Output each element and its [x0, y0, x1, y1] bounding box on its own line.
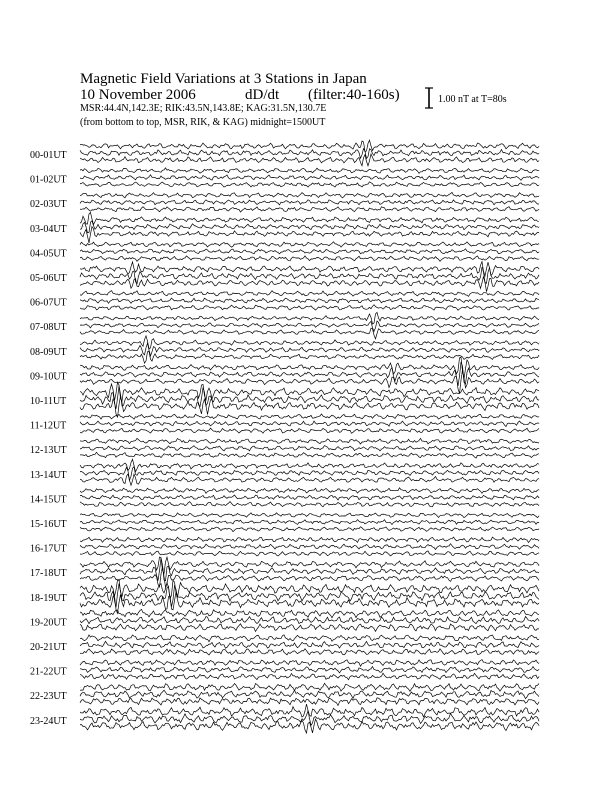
row-label: 05-06UT [30, 273, 67, 284]
trace-kag [80, 291, 539, 297]
trace-rik [80, 617, 539, 624]
trace-msr [80, 474, 539, 485]
row-label: 03-04UT [30, 223, 67, 235]
station-coords: MSR:44.4N,142.3E; RIK:43.5N,143.8E; KAG:31.5N,130.7E [80, 103, 327, 114]
trace-msr [80, 277, 539, 292]
trace-rik [80, 467, 539, 481]
trace-msr [80, 566, 539, 587]
trace-msr [80, 719, 539, 733]
trace-rik [80, 149, 539, 159]
row-label: 23-24UT [30, 715, 67, 727]
trace-rik [80, 175, 539, 180]
trace-kag [80, 580, 539, 600]
row-label: 01-02UT [30, 174, 67, 186]
filter-label: (filter:40-160s) [308, 87, 400, 103]
row-label: 13-14UT [30, 469, 67, 481]
trace-kag [80, 336, 539, 349]
row-label: 10-11UT [30, 396, 67, 407]
row-label: 20-21UT [30, 642, 67, 653]
chart-title: Magnetic Field Variations at 3 Stations in Japan [80, 71, 367, 87]
trace-kag [80, 312, 539, 324]
trace-kag [80, 414, 539, 419]
trace-msr [80, 673, 539, 680]
row-label: 04-05UT [30, 248, 67, 260]
trace-kag [80, 382, 539, 401]
trace-rik [80, 641, 539, 648]
trace-kag [80, 635, 539, 642]
row-label: 07-08UT [30, 322, 67, 334]
trace-kag [80, 660, 539, 667]
trace-rik [80, 520, 539, 525]
row-label: 12-13UT [30, 445, 67, 457]
trace-rik [80, 321, 539, 331]
row-label: 02-03UT [30, 199, 67, 211]
trace-msr [80, 649, 539, 655]
chart-date: 10 November 2006 [80, 87, 196, 103]
row-label: 17-18UT [30, 568, 67, 580]
trace-msr [80, 351, 539, 363]
row-label: 11-12UT [30, 420, 67, 432]
scale-label: 1.00 nT at T=80s [438, 94, 507, 105]
row-label: 19-20UT [30, 617, 67, 629]
trace-msr [80, 698, 539, 706]
trace-kag [80, 459, 539, 472]
row-label: 08-09UT [30, 346, 67, 358]
trace-msr [80, 207, 539, 212]
row-label: 06-07UT [30, 297, 67, 309]
row-label: 21-22UT [30, 666, 67, 678]
row-label: 18-19UT [30, 592, 67, 604]
trace-rik [80, 200, 539, 205]
trace-kag [80, 704, 539, 717]
component-label: dD/dt [245, 87, 280, 103]
row-label: 09-10UT [30, 371, 67, 383]
trace-kag [80, 212, 539, 224]
row-label: 00-01UT [30, 150, 67, 161]
trace-kag [80, 168, 539, 173]
trace-rik [80, 690, 539, 698]
row-label: 14-15UT [30, 494, 67, 506]
row-label: 16-17UT [30, 543, 67, 555]
row-label: 15-16UT [30, 519, 67, 530]
row-label: 22-23UT [30, 691, 67, 703]
station-order-note: (from bottom to top, MSR, RIK, & KAG) midnight=1500UT [80, 117, 326, 128]
trace-rik [80, 362, 539, 386]
trace-msr [80, 328, 539, 339]
